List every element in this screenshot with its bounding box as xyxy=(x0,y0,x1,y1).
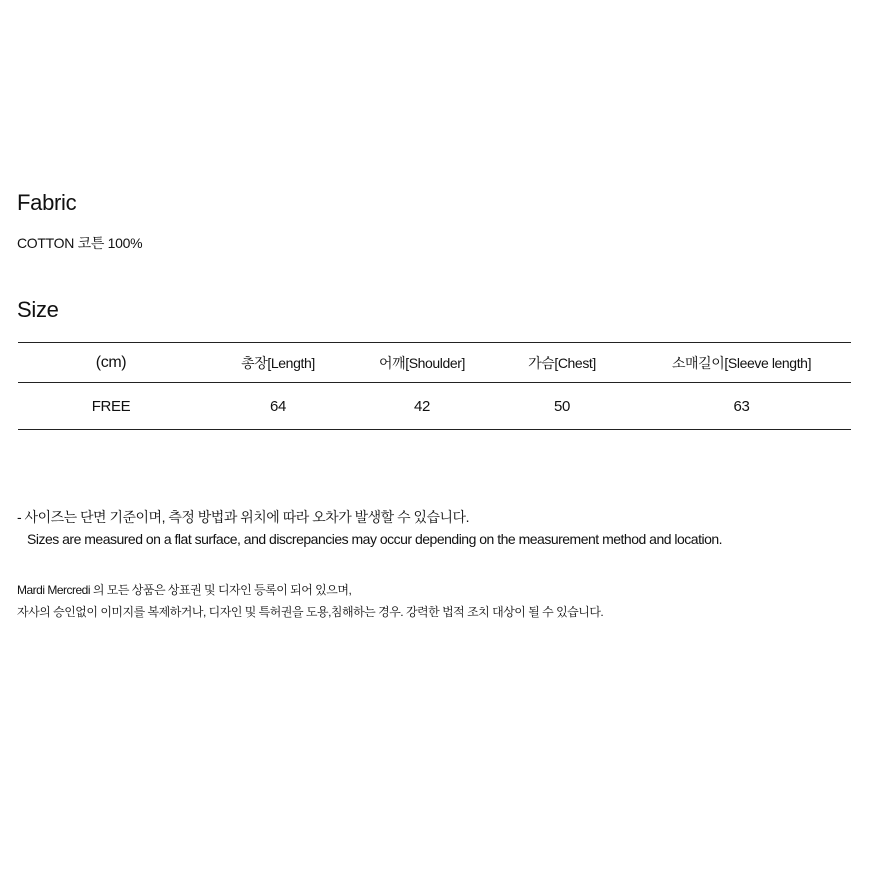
cell-shoulder: 42 xyxy=(414,397,430,415)
fabric-composition: COTTON 코튼 100% xyxy=(17,235,143,251)
copyright-line-2: 자사의 승인없이 이미지를 복제하거나, 디자인 및 특허권을 도용,침해하는 경우. 강력한 법적 조치 대상이 될 수 있습니다. xyxy=(17,605,604,619)
header-length: 총장[Length] xyxy=(241,354,315,371)
copyright-notice xyxy=(17,579,603,623)
copyright-line-1: Mardi Mercredi 의 모든 상품은 상표권 및 디자인 등록이 되어 있으며, xyxy=(17,583,352,597)
size-title: Size xyxy=(17,297,59,322)
cell-sleeve-length: 63 xyxy=(733,397,750,415)
header-chest: 가슴[Chest] xyxy=(528,354,596,371)
size-table xyxy=(18,342,851,430)
cell-length: 64 xyxy=(270,397,286,415)
measurement-note xyxy=(17,506,722,550)
fabric-title: Fabric xyxy=(17,190,77,215)
header-shoulder: 어깨[Shoulder] xyxy=(378,354,466,371)
size-table-header-row xyxy=(18,343,851,383)
header-sleeve-length: 소매길이[Sleeve length] xyxy=(671,354,812,371)
cell-size: FREE xyxy=(91,397,131,415)
measurement-note-en: Sizes are measured on a flat surface, and discrepancies may occur depending on the measurement method and location. xyxy=(27,531,723,547)
cell-chest: 50 xyxy=(554,397,570,415)
header-unit: (cm) xyxy=(95,353,127,371)
table-row xyxy=(18,383,851,430)
measurement-note-ko: - 사이즈는 단면 기준이며, 측정 방법과 위치에 따라 오차가 발생할 수 있습니다. xyxy=(17,509,469,525)
